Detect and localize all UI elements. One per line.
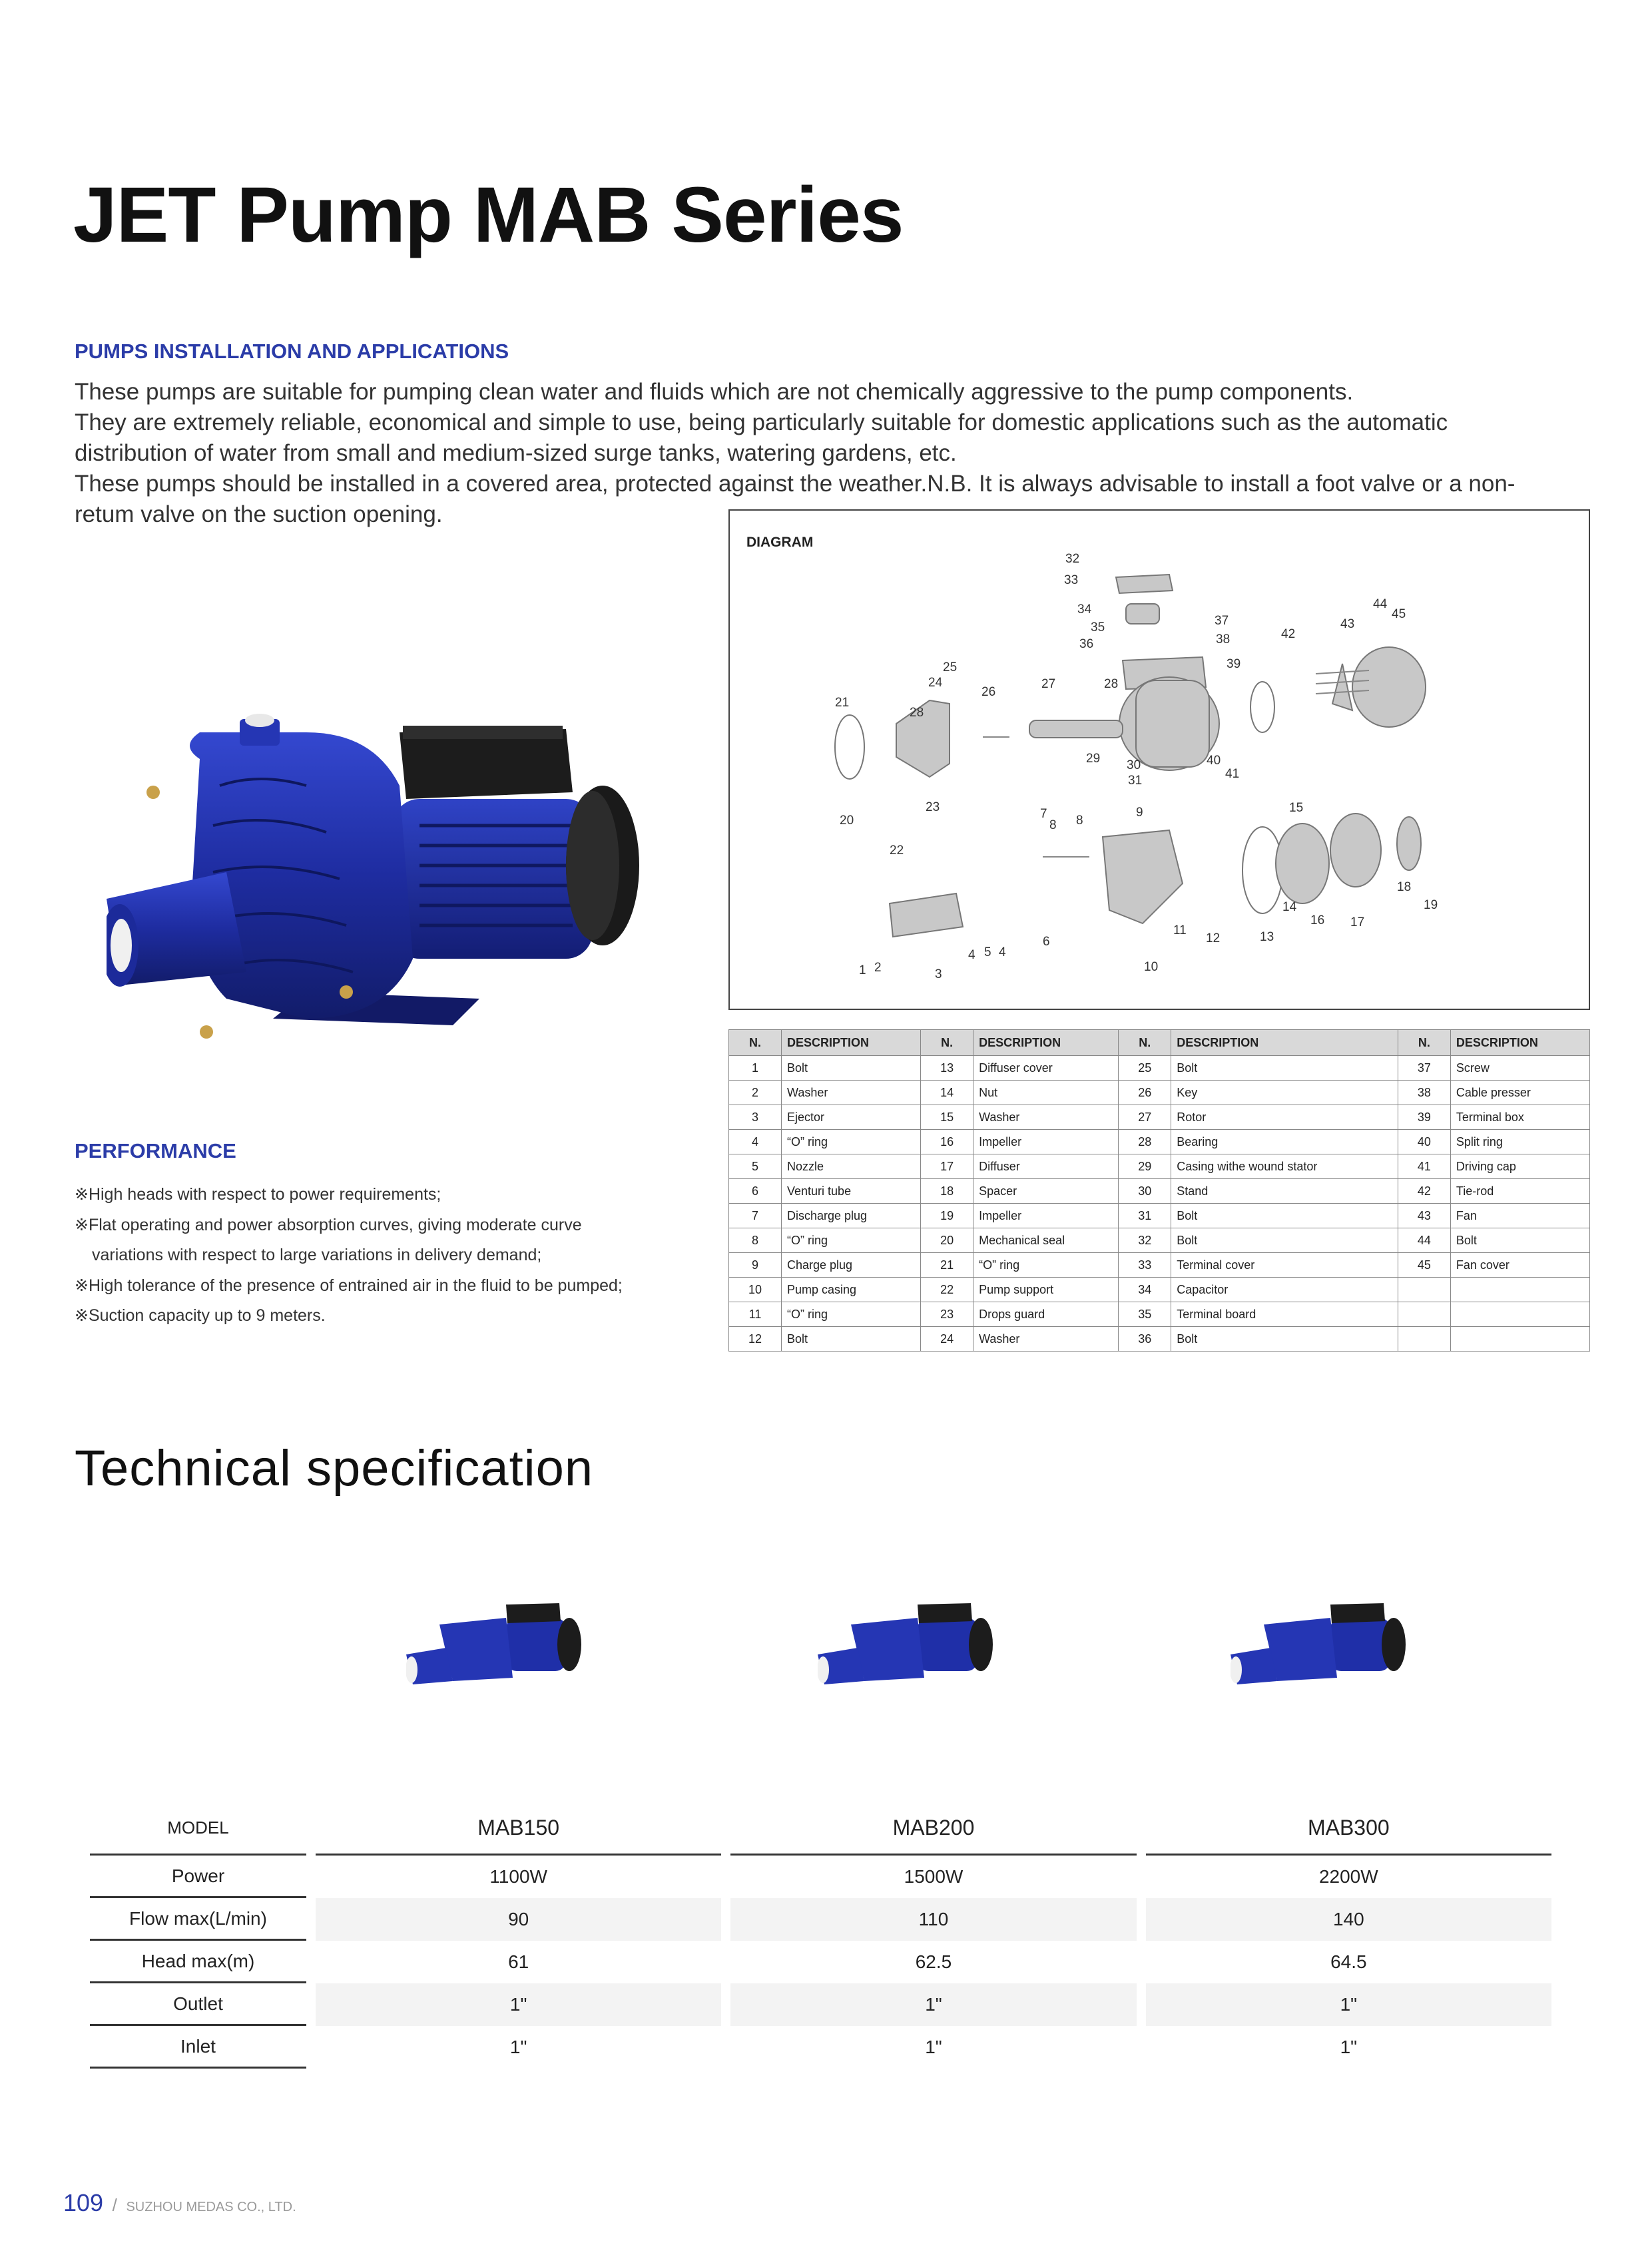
part-description-cell: Terminal cover	[1171, 1253, 1398, 1278]
model-name: MAB200	[730, 1802, 1136, 1856]
spec-value-cell: 1"	[316, 1983, 721, 2026]
spec-value-cell: 2200W	[1318, 1866, 1378, 1887]
diagram-callout: 16	[1310, 913, 1325, 927]
spec-value-cell: 140	[1146, 1898, 1551, 1941]
performance-item: ※High tolerance of the presence of entrained air in the fluid to be pumped;	[75, 1276, 623, 1295]
part-number-cell: 19	[921, 1204, 973, 1228]
spec-value-cell: 110	[730, 1898, 1136, 1941]
diagram-callout: 4	[968, 948, 975, 962]
part-number-cell: 29	[1119, 1154, 1171, 1179]
diagram-callout: 32	[1065, 552, 1080, 566]
part-description-cell: Impeller	[973, 1204, 1119, 1228]
part-number-cell: 11	[729, 1302, 782, 1327]
part-number-cell: 33	[1119, 1253, 1171, 1278]
part-number-cell: 36	[1119, 1327, 1171, 1352]
model-name: MAB150	[316, 1802, 721, 1856]
table-row	[729, 1228, 1590, 1253]
part-number-cell: 39	[1398, 1105, 1450, 1130]
table-row	[729, 1302, 1590, 1327]
part-description-cell: Terminal box	[1450, 1105, 1589, 1130]
part-description-cell: Pump casing	[782, 1278, 921, 1302]
spec-row-label: Power	[90, 1856, 306, 1898]
diagram-callout: 15	[1289, 801, 1304, 815]
table-row	[729, 1253, 1590, 1278]
col-description-header: DESCRIPTION	[782, 1030, 921, 1056]
diagram-callout: 36	[1079, 637, 1094, 651]
spec-row-label: Flow max(L/min)	[90, 1898, 306, 1941]
diagram-callout: 25	[943, 660, 958, 674]
part-number-cell: 23	[921, 1302, 973, 1327]
col-description-header: DESCRIPTION	[973, 1030, 1119, 1056]
part-description-cell: Diffuser cover	[973, 1056, 1119, 1081]
pump-thumbnail-mab300	[1231, 1591, 1430, 1698]
part-number-cell: 22	[921, 1278, 973, 1302]
spec-row	[90, 2026, 1551, 2069]
page-number: 109	[63, 2189, 104, 2216]
part-description-cell: “O” ring	[782, 1130, 921, 1154]
part-number-cell: 37	[1398, 1056, 1450, 1081]
part-description-cell: Fan	[1450, 1204, 1589, 1228]
part-number-cell: 43	[1398, 1204, 1450, 1228]
diagram-callout: 6	[1043, 935, 1050, 949]
table-row	[729, 1179, 1590, 1204]
part-number-cell: 9	[729, 1253, 782, 1278]
diagram-callout: 40	[1207, 754, 1221, 768]
diagram-callout: 31	[1128, 774, 1143, 788]
diagram-callout: 1	[859, 963, 866, 977]
spec-value-cell: 62.5	[915, 1951, 952, 1972]
installation-paragraph: These pumps are suitable for pumping clean water and fluids which are not chemically aggressive to the pump components.	[75, 379, 1354, 405]
diagram-label: DIAGRAM	[746, 535, 814, 550]
part-description-cell: Screw	[1450, 1056, 1589, 1081]
part-number-cell	[1398, 1302, 1450, 1327]
spec-value-cell: 1"	[730, 1983, 1136, 2026]
part-description-cell: Washer	[782, 1081, 921, 1105]
diagram-callout: 2	[874, 961, 882, 975]
part-number-cell: 40	[1398, 1130, 1450, 1154]
part-description-cell: Tie-rod	[1450, 1179, 1589, 1204]
spec-header-row	[90, 1802, 1551, 1856]
diagram-callout: 34	[1077, 603, 1092, 617]
part-description-cell: Key	[1171, 1081, 1398, 1105]
diagram-callout: 13	[1260, 930, 1274, 944]
spec-row	[90, 1941, 1551, 1983]
part-description-cell: Ejector	[782, 1105, 921, 1130]
part-description-cell: Impeller	[973, 1130, 1119, 1154]
diagram-callout: 39	[1227, 657, 1241, 671]
diagram-callout: 44	[1373, 597, 1388, 611]
diagram-callout: 43	[1340, 617, 1355, 631]
table-row	[729, 1278, 1590, 1302]
table-row	[729, 1105, 1590, 1130]
part-description-cell	[1450, 1327, 1589, 1352]
part-number-cell: 25	[1119, 1056, 1171, 1081]
installation-paragraph: These pumps should be installed in a covered area, protected against the weather.N.B. It is always advisable to install a foot valve or a non-retum valve on the suction opening.	[75, 471, 1515, 527]
part-description-cell	[1450, 1278, 1589, 1302]
performance-item: ※Suction capacity up to 9 meters.	[75, 1306, 326, 1325]
performance-item: ※Flat operating and power absorption curves, giving moderate curve	[75, 1215, 582, 1234]
part-description-cell: Rotor	[1171, 1105, 1398, 1130]
table-row	[729, 1327, 1590, 1352]
spec-row-label: Head max(m)	[90, 1941, 306, 1983]
part-description-cell: Terminal board	[1171, 1302, 1398, 1327]
diagram-callout: 21	[835, 696, 850, 710]
parts-table-header	[729, 1030, 1590, 1056]
part-number-cell: 20	[921, 1228, 973, 1253]
table-row	[729, 1081, 1590, 1105]
part-description-cell: Venturi tube	[782, 1179, 921, 1204]
performance-list	[75, 1180, 707, 1332]
spec-value-cell: 1"	[1146, 1983, 1551, 2026]
col-number-header: N.	[921, 1030, 973, 1056]
part-number-cell: 2	[729, 1081, 782, 1105]
part-number-cell: 30	[1119, 1179, 1171, 1204]
diagram-callout: 9	[1136, 806, 1143, 820]
diagram-callout: 5	[984, 945, 991, 959]
installation-heading: PUMPS INSTALLATION AND APPLICATIONS	[75, 340, 509, 363]
diagram-callout: 12	[1206, 931, 1221, 945]
model-name: MAB300	[1146, 1802, 1551, 1856]
diagram-callout: 8	[1049, 818, 1057, 832]
diagram-callout: 11	[1173, 923, 1187, 937]
part-description-cell: Drops guard	[973, 1302, 1119, 1327]
part-description-cell: Pump support	[973, 1278, 1119, 1302]
part-description-cell: Bolt	[1171, 1228, 1398, 1253]
part-description-cell: Bolt	[1450, 1228, 1589, 1253]
part-number-cell: 38	[1398, 1081, 1450, 1105]
part-description-cell: Washer	[973, 1327, 1119, 1352]
part-description-cell: “O” ring	[782, 1228, 921, 1253]
spec-value-cell: 1"	[925, 2037, 942, 2057]
part-number-cell: 4	[729, 1130, 782, 1154]
part-number-cell: 42	[1398, 1179, 1450, 1204]
spec-value-cell: 1500W	[904, 1866, 964, 1887]
part-number-cell: 13	[921, 1056, 973, 1081]
part-number-cell: 34	[1119, 1278, 1171, 1302]
diagram-callout: 30	[1127, 758, 1141, 772]
part-description-cell: Bolt	[782, 1327, 921, 1352]
part-description-cell: Stand	[1171, 1179, 1398, 1204]
page-footer	[63, 2189, 296, 2217]
part-number-cell: 14	[921, 1081, 973, 1105]
part-description-cell: Bearing	[1171, 1130, 1398, 1154]
part-description-cell: “O” ring	[782, 1302, 921, 1327]
spec-row	[90, 1898, 1551, 1941]
table-row	[729, 1204, 1590, 1228]
part-number-cell: 44	[1398, 1228, 1450, 1253]
spec-row	[90, 1983, 1551, 2026]
page-title: JET Pump MAB Series	[73, 171, 904, 259]
part-number-cell	[1398, 1278, 1450, 1302]
spec-row-label: Outlet	[90, 1983, 306, 2026]
diagram-callout: 37	[1215, 614, 1229, 628]
exploded-view-drawing	[730, 511, 1589, 1009]
part-number-cell: 45	[1398, 1253, 1450, 1278]
part-number-cell: 27	[1119, 1105, 1171, 1130]
spec-value-cell: 1"	[509, 2037, 527, 2057]
table-row	[729, 1056, 1590, 1081]
part-description-cell: Bolt	[1171, 1204, 1398, 1228]
part-number-cell: 26	[1119, 1081, 1171, 1105]
spec-value-cell: 61	[508, 1951, 529, 1972]
diagram-callout: 38	[1216, 632, 1231, 646]
spec-row	[90, 1856, 1551, 1898]
part-description-cell: Nozzle	[782, 1154, 921, 1179]
spec-table	[90, 1802, 1551, 2069]
part-description-cell: “O” ring	[973, 1253, 1119, 1278]
table-row	[729, 1130, 1590, 1154]
spec-value-cell: 64.5	[1330, 1951, 1367, 1972]
part-number-cell: 1	[729, 1056, 782, 1081]
diagram-callout: 17	[1350, 915, 1365, 929]
part-description-cell: Mechanical seal	[973, 1228, 1119, 1253]
part-description-cell: Fan cover	[1450, 1253, 1589, 1278]
exploded-diagram	[728, 509, 1590, 1010]
pump-product-image	[107, 706, 706, 1079]
diagram-callout: 10	[1144, 960, 1159, 974]
diagram-callout: 28	[1104, 677, 1119, 691]
pump-thumbnail-mab200	[818, 1591, 1017, 1698]
diagram-callout: 28	[910, 706, 924, 720]
diagram-callout: 8	[1076, 814, 1083, 828]
part-description-cell: Split ring	[1450, 1130, 1589, 1154]
part-number-cell: 41	[1398, 1154, 1450, 1179]
part-number-cell: 10	[729, 1278, 782, 1302]
installation-text	[75, 377, 1526, 530]
part-description-cell: Nut	[973, 1081, 1119, 1105]
diagram-callout: 23	[926, 800, 940, 814]
diagram-callout: 4	[999, 945, 1006, 959]
col-number-header: N.	[729, 1030, 782, 1056]
part-description-cell: Bolt	[1171, 1327, 1398, 1352]
part-number-cell: 24	[921, 1327, 973, 1352]
part-number-cell: 32	[1119, 1228, 1171, 1253]
part-description-cell: Cable presser	[1450, 1081, 1589, 1105]
part-description-cell: Bolt	[782, 1056, 921, 1081]
part-number-cell	[1398, 1327, 1450, 1352]
spec-value-cell: 1100W	[489, 1866, 547, 1887]
part-description-cell: Bolt	[1171, 1056, 1398, 1081]
col-description-header: DESCRIPTION	[1450, 1030, 1589, 1056]
part-description-cell: Spacer	[973, 1179, 1119, 1204]
part-number-cell: 35	[1119, 1302, 1171, 1327]
part-number-cell: 6	[729, 1179, 782, 1204]
part-description-cell: Charge plug	[782, 1253, 921, 1278]
part-number-cell: 12	[729, 1327, 782, 1352]
diagram-callout: 14	[1282, 900, 1297, 914]
diagram-callout: 18	[1397, 880, 1412, 894]
diagram-callout: 7	[1040, 807, 1047, 821]
col-number-header: N.	[1398, 1030, 1450, 1056]
company-name: SUZHOU MEDAS CO., LTD.	[126, 2200, 296, 2214]
diagram-callout: 24	[928, 676, 943, 690]
col-number-header: N.	[1119, 1030, 1171, 1056]
part-description-cell: Discharge plug	[782, 1204, 921, 1228]
part-description-cell: Diffuser	[973, 1154, 1119, 1179]
spec-row-label: Inlet	[90, 2026, 306, 2069]
parts-table	[728, 1029, 1590, 1352]
part-number-cell: 21	[921, 1253, 973, 1278]
diagram-callout: 3	[935, 967, 942, 981]
performance-item: ※High heads with respect to power requirements;	[75, 1185, 441, 1204]
part-description-cell: Washer	[973, 1105, 1119, 1130]
performance-heading: PERFORMANCE	[75, 1139, 236, 1162]
part-description-cell	[1450, 1302, 1589, 1327]
part-number-cell: 28	[1119, 1130, 1171, 1154]
model-label: MODEL	[90, 1802, 306, 1856]
part-description-cell: Casing withe wound stator	[1171, 1154, 1398, 1179]
part-number-cell: 15	[921, 1105, 973, 1130]
part-number-cell: 17	[921, 1154, 973, 1179]
footer-separator: /	[112, 2195, 117, 2215]
col-description-header: DESCRIPTION	[1171, 1030, 1398, 1056]
part-number-cell: 16	[921, 1130, 973, 1154]
part-number-cell: 5	[729, 1154, 782, 1179]
diagram-callout: 45	[1392, 607, 1406, 621]
table-row	[729, 1154, 1590, 1179]
part-description-cell: Capacitor	[1171, 1278, 1398, 1302]
diagram-callout: 20	[840, 814, 854, 828]
diagram-callout: 27	[1041, 677, 1056, 691]
diagram-callout: 33	[1064, 573, 1079, 587]
part-number-cell: 18	[921, 1179, 973, 1204]
part-number-cell: 8	[729, 1228, 782, 1253]
diagram-callout: 42	[1281, 627, 1296, 641]
diagram-callout: 22	[890, 844, 904, 858]
performance-item: variations with respect to large variations in delivery demand;	[92, 1246, 542, 1264]
part-number-cell: 31	[1119, 1204, 1171, 1228]
diagram-callout: 19	[1424, 898, 1438, 912]
spec-value-cell: 90	[316, 1898, 721, 1941]
part-number-cell: 7	[729, 1204, 782, 1228]
installation-paragraph: They are extremely reliable, economical and simple to use, being particularly suitable for domestic applications such as the automatic distribution of water from small and medium-sized surge tanks, watering gardens, etc.	[75, 409, 1448, 466]
spec-title: Technical specification	[75, 1440, 594, 1497]
diagram-callout: 35	[1091, 621, 1105, 634]
part-number-cell: 3	[729, 1105, 782, 1130]
diagram-callout: 26	[981, 685, 996, 699]
part-description-cell: Driving cap	[1450, 1154, 1589, 1179]
diagram-callout: 29	[1086, 752, 1101, 766]
diagram-callout: 41	[1225, 767, 1240, 781]
pump-thumbnail-mab150	[406, 1591, 606, 1698]
spec-value-cell: 1"	[1340, 2037, 1358, 2057]
